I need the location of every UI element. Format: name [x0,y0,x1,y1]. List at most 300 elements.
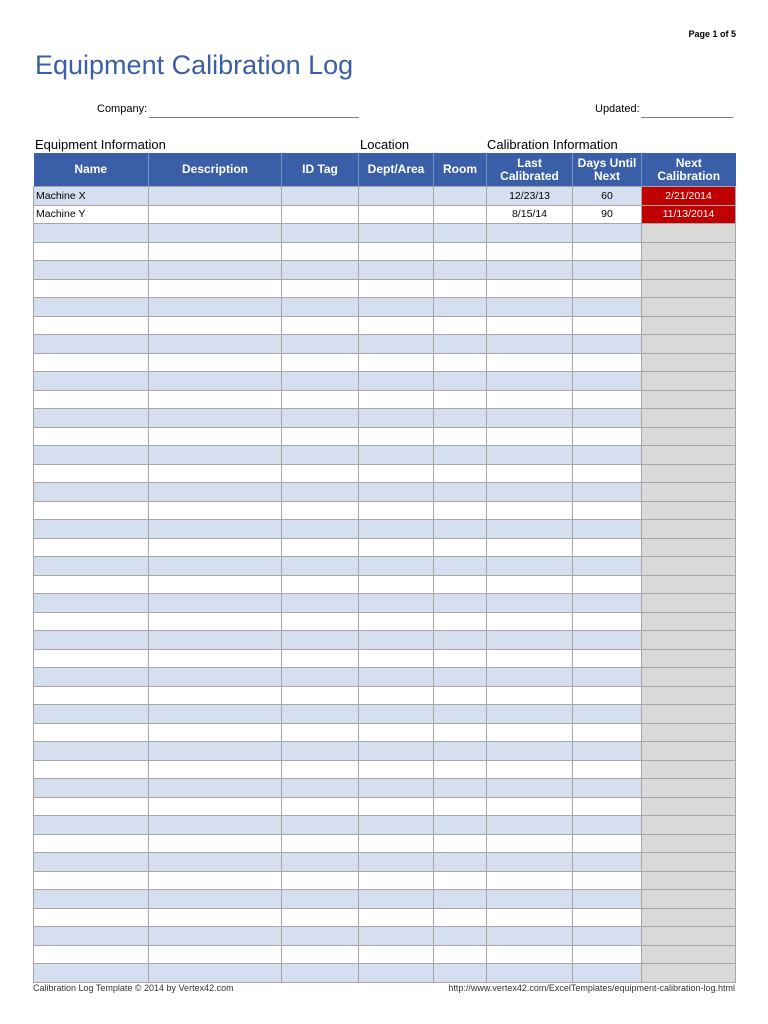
cell-name[interactable] [34,390,149,409]
cell-last-calibrated[interactable] [487,353,573,372]
cell-description[interactable] [149,279,282,298]
cell-dept-area[interactable] [359,890,434,909]
company-field[interactable] [149,117,359,118]
cell-id-tag[interactable] [282,686,359,705]
cell-name[interactable] [34,723,149,742]
cell-description[interactable] [149,187,282,206]
cell-description[interactable] [149,853,282,872]
cell-days-until-next[interactable] [573,575,642,594]
cell-days-until-next[interactable] [573,483,642,502]
cell-last-calibrated[interactable] [487,483,573,502]
cell-room[interactable] [434,372,487,391]
cell-name[interactable] [34,742,149,761]
cell-days-until-next[interactable] [573,797,642,816]
cell-dept-area[interactable] [359,797,434,816]
cell-id-tag[interactable] [282,631,359,650]
cell-dept-area[interactable] [359,187,434,206]
cell-room[interactable] [434,464,487,483]
cell-name[interactable] [34,853,149,872]
cell-name[interactable] [34,501,149,520]
cell-last-calibrated[interactable] [487,575,573,594]
cell-name[interactable] [34,668,149,687]
cell-id-tag[interactable] [282,316,359,335]
cell-name[interactable] [34,594,149,613]
cell-room[interactable] [434,427,487,446]
cell-description[interactable] [149,242,282,261]
cell-name[interactable] [34,335,149,354]
cell-room[interactable] [434,594,487,613]
cell-dept-area[interactable] [359,612,434,631]
cell-days-until-next[interactable] [573,927,642,946]
cell-next-calibration[interactable] [642,427,736,446]
cell-next-calibration[interactable] [642,649,736,668]
cell-name[interactable] [34,520,149,539]
cell-id-tag[interactable] [282,853,359,872]
cell-dept-area[interactable] [359,261,434,280]
cell-name[interactable] [34,871,149,890]
cell-name[interactable] [34,797,149,816]
cell-description[interactable] [149,927,282,946]
cell-room[interactable] [434,723,487,742]
cell-room[interactable] [434,205,487,224]
cell-name[interactable] [34,538,149,557]
cell-next-calibration[interactable] [642,483,736,502]
cell-next-calibration[interactable] [642,816,736,835]
cell-days-until-next[interactable] [573,594,642,613]
cell-room[interactable] [434,760,487,779]
cell-last-calibrated[interactable] [487,557,573,576]
cell-room[interactable] [434,964,487,983]
cell-dept-area[interactable] [359,483,434,502]
cell-last-calibrated[interactable] [487,964,573,983]
cell-description[interactable] [149,649,282,668]
cell-id-tag[interactable] [282,723,359,742]
cell-id-tag[interactable] [282,372,359,391]
cell-id-tag[interactable] [282,279,359,298]
cell-last-calibrated[interactable] [487,520,573,539]
cell-days-until-next[interactable] [573,335,642,354]
cell-name[interactable] [34,261,149,280]
cell-description[interactable] [149,427,282,446]
cell-last-calibrated[interactable] [487,705,573,724]
cell-description[interactable] [149,964,282,983]
cell-days-until-next[interactable] [573,890,642,909]
cell-dept-area[interactable] [359,409,434,428]
cell-dept-area[interactable] [359,816,434,835]
cell-days-until-next[interactable] [573,538,642,557]
cell-name[interactable] [34,686,149,705]
cell-id-tag[interactable] [282,298,359,317]
cell-id-tag[interactable] [282,464,359,483]
cell-name[interactable] [34,353,149,372]
cell-days-until-next[interactable] [573,649,642,668]
cell-room[interactable] [434,501,487,520]
cell-days-until-next[interactable] [573,705,642,724]
cell-name[interactable] [34,372,149,391]
cell-next-calibration[interactable] [642,890,736,909]
cell-dept-area[interactable] [359,705,434,724]
cell-id-tag[interactable] [282,261,359,280]
cell-days-until-next[interactable] [573,242,642,261]
cell-description[interactable] [149,372,282,391]
cell-name[interactable] [34,612,149,631]
cell-next-calibration[interactable] [642,557,736,576]
cell-next-calibration[interactable] [642,409,736,428]
cell-last-calibrated[interactable] [487,686,573,705]
cell-last-calibrated[interactable] [487,242,573,261]
cell-room[interactable] [434,908,487,927]
cell-days-until-next[interactable] [573,409,642,428]
cell-next-calibration[interactable] [642,612,736,631]
cell-name[interactable] [34,908,149,927]
cell-next-calibration[interactable] [642,964,736,983]
cell-room[interactable] [434,742,487,761]
cell-next-calibration[interactable]: 2/21/2014 [642,187,736,206]
cell-name[interactable] [34,224,149,243]
cell-dept-area[interactable] [359,538,434,557]
cell-description[interactable] [149,705,282,724]
cell-dept-area[interactable] [359,501,434,520]
cell-last-calibrated[interactable] [487,298,573,317]
cell-room[interactable] [434,834,487,853]
cell-id-tag[interactable] [282,945,359,964]
cell-id-tag[interactable] [282,908,359,927]
cell-description[interactable] [149,501,282,520]
cell-next-calibration[interactable] [642,353,736,372]
cell-days-until-next[interactable] [573,760,642,779]
cell-days-until-next[interactable] [573,298,642,317]
cell-days-until-next[interactable] [573,742,642,761]
cell-description[interactable] [149,446,282,465]
cell-next-calibration[interactable] [642,797,736,816]
cell-dept-area[interactable] [359,927,434,946]
cell-last-calibrated[interactable] [487,612,573,631]
cell-next-calibration[interactable] [642,279,736,298]
cell-next-calibration[interactable] [642,779,736,798]
cell-dept-area[interactable] [359,390,434,409]
cell-last-calibrated[interactable] [487,538,573,557]
cell-days-until-next[interactable] [573,612,642,631]
cell-next-calibration[interactable] [642,520,736,539]
cell-description[interactable] [149,834,282,853]
cell-last-calibrated[interactable] [487,446,573,465]
cell-dept-area[interactable] [359,224,434,243]
cell-last-calibrated[interactable] [487,871,573,890]
cell-dept-area[interactable] [359,742,434,761]
cell-days-until-next[interactable] [573,372,642,391]
cell-description[interactable] [149,353,282,372]
cell-description[interactable] [149,316,282,335]
cell-dept-area[interactable] [359,575,434,594]
cell-room[interactable] [434,409,487,428]
cell-days-until-next[interactable] [573,834,642,853]
cell-room[interactable] [434,446,487,465]
cell-dept-area[interactable] [359,353,434,372]
cell-description[interactable] [149,557,282,576]
cell-description[interactable] [149,205,282,224]
cell-description[interactable] [149,668,282,687]
cell-next-calibration[interactable] [642,242,736,261]
cell-next-calibration[interactable] [642,742,736,761]
cell-days-until-next[interactable] [573,224,642,243]
cell-room[interactable] [434,224,487,243]
cell-last-calibrated[interactable] [487,742,573,761]
cell-description[interactable] [149,797,282,816]
cell-room[interactable] [434,390,487,409]
cell-room[interactable] [434,335,487,354]
cell-name[interactable] [34,890,149,909]
cell-description[interactable] [149,575,282,594]
cell-last-calibrated[interactable] [487,760,573,779]
cell-next-calibration[interactable] [642,501,736,520]
cell-days-until-next[interactable] [573,631,642,650]
cell-days-until-next[interactable] [573,316,642,335]
cell-next-calibration[interactable] [642,705,736,724]
cell-id-tag[interactable] [282,557,359,576]
cell-room[interactable] [434,945,487,964]
cell-days-until-next[interactable] [573,686,642,705]
cell-description[interactable] [149,538,282,557]
cell-dept-area[interactable] [359,520,434,539]
cell-days-until-next[interactable] [573,390,642,409]
cell-id-tag[interactable] [282,242,359,261]
cell-description[interactable] [149,871,282,890]
cell-description[interactable] [149,612,282,631]
cell-name[interactable] [34,631,149,650]
cell-next-calibration[interactable] [642,335,736,354]
cell-last-calibrated[interactable] [487,779,573,798]
cell-next-calibration[interactable] [642,834,736,853]
cell-dept-area[interactable] [359,834,434,853]
cell-description[interactable] [149,409,282,428]
cell-description[interactable] [149,464,282,483]
cell-name[interactable] [34,945,149,964]
cell-id-tag[interactable] [282,612,359,631]
cell-name[interactable] [34,298,149,317]
cell-id-tag[interactable] [282,205,359,224]
cell-next-calibration[interactable] [642,298,736,317]
cell-last-calibrated[interactable] [487,631,573,650]
cell-next-calibration[interactable] [642,631,736,650]
cell-next-calibration[interactable] [642,464,736,483]
cell-id-tag[interactable] [282,224,359,243]
cell-last-calibrated[interactable] [487,594,573,613]
cell-dept-area[interactable] [359,964,434,983]
cell-dept-area[interactable] [359,557,434,576]
cell-room[interactable] [434,353,487,372]
cell-id-tag[interactable] [282,668,359,687]
cell-last-calibrated[interactable] [487,797,573,816]
cell-last-calibrated[interactable] [487,890,573,909]
cell-name[interactable]: Machine X [34,187,149,206]
cell-room[interactable] [434,279,487,298]
cell-name[interactable] [34,409,149,428]
cell-days-until-next[interactable] [573,668,642,687]
cell-days-until-next[interactable] [573,964,642,983]
cell-id-tag[interactable] [282,390,359,409]
cell-id-tag[interactable] [282,834,359,853]
cell-next-calibration[interactable] [642,538,736,557]
cell-dept-area[interactable] [359,594,434,613]
cell-last-calibrated[interactable] [487,834,573,853]
cell-next-calibration[interactable] [642,446,736,465]
cell-room[interactable] [434,316,487,335]
cell-dept-area[interactable] [359,427,434,446]
cell-name[interactable]: Machine Y [34,205,149,224]
cell-id-tag[interactable] [282,483,359,502]
cell-description[interactable] [149,742,282,761]
cell-room[interactable] [434,890,487,909]
cell-next-calibration[interactable] [642,853,736,872]
cell-last-calibrated[interactable] [487,723,573,742]
cell-dept-area[interactable] [359,668,434,687]
cell-room[interactable] [434,631,487,650]
cell-description[interactable] [149,723,282,742]
cell-next-calibration[interactable] [642,668,736,687]
cell-room[interactable] [434,816,487,835]
cell-description[interactable] [149,816,282,835]
cell-days-until-next[interactable] [573,779,642,798]
cell-room[interactable] [434,242,487,261]
cell-name[interactable] [34,446,149,465]
cell-last-calibrated[interactable] [487,261,573,280]
cell-dept-area[interactable] [359,649,434,668]
cell-dept-area[interactable] [359,853,434,872]
cell-last-calibrated[interactable] [487,945,573,964]
cell-last-calibrated[interactable] [487,908,573,927]
cell-days-until-next[interactable] [573,945,642,964]
cell-id-tag[interactable] [282,409,359,428]
cell-name[interactable] [34,649,149,668]
cell-name[interactable] [34,557,149,576]
cell-room[interactable] [434,705,487,724]
cell-dept-area[interactable] [359,316,434,335]
cell-last-calibrated[interactable] [487,464,573,483]
cell-dept-area[interactable] [359,686,434,705]
cell-id-tag[interactable] [282,649,359,668]
cell-id-tag[interactable] [282,538,359,557]
cell-days-until-next[interactable]: 90 [573,205,642,224]
cell-description[interactable] [149,390,282,409]
cell-id-tag[interactable] [282,742,359,761]
cell-days-until-next[interactable] [573,723,642,742]
cell-dept-area[interactable] [359,945,434,964]
cell-name[interactable] [34,779,149,798]
cell-dept-area[interactable] [359,464,434,483]
cell-name[interactable] [34,242,149,261]
cell-name[interactable] [34,483,149,502]
cell-id-tag[interactable] [282,520,359,539]
updated-field[interactable] [641,117,733,118]
cell-dept-area[interactable] [359,298,434,317]
cell-room[interactable] [434,927,487,946]
cell-name[interactable] [34,575,149,594]
cell-last-calibrated[interactable] [487,409,573,428]
cell-next-calibration[interactable] [642,372,736,391]
cell-last-calibrated[interactable] [487,853,573,872]
cell-name[interactable] [34,316,149,335]
cell-days-until-next[interactable] [573,520,642,539]
cell-room[interactable] [434,261,487,280]
cell-id-tag[interactable] [282,797,359,816]
cell-last-calibrated[interactable] [487,279,573,298]
cell-days-until-next[interactable] [573,279,642,298]
cell-name[interactable] [34,464,149,483]
cell-room[interactable] [434,538,487,557]
cell-name[interactable] [34,427,149,446]
cell-room[interactable] [434,483,487,502]
cell-next-calibration[interactable] [642,686,736,705]
cell-days-until-next[interactable] [573,427,642,446]
cell-last-calibrated[interactable] [487,390,573,409]
cell-next-calibration[interactable] [642,927,736,946]
cell-room[interactable] [434,871,487,890]
cell-days-until-next[interactable] [573,557,642,576]
cell-description[interactable] [149,779,282,798]
cell-description[interactable] [149,686,282,705]
cell-next-calibration[interactable] [642,575,736,594]
cell-description[interactable] [149,224,282,243]
cell-next-calibration[interactable] [642,390,736,409]
cell-description[interactable] [149,520,282,539]
cell-room[interactable] [434,520,487,539]
cell-dept-area[interactable] [359,205,434,224]
cell-id-tag[interactable] [282,964,359,983]
cell-days-until-next[interactable] [573,261,642,280]
cell-id-tag[interactable] [282,335,359,354]
cell-last-calibrated[interactable] [487,224,573,243]
cell-next-calibration[interactable] [642,760,736,779]
cell-id-tag[interactable] [282,816,359,835]
cell-id-tag[interactable] [282,927,359,946]
cell-last-calibrated[interactable] [487,427,573,446]
cell-name[interactable] [34,816,149,835]
cell-last-calibrated[interactable]: 12/23/13 [487,187,573,206]
cell-id-tag[interactable] [282,760,359,779]
cell-description[interactable] [149,631,282,650]
cell-room[interactable] [434,853,487,872]
cell-last-calibrated[interactable] [487,372,573,391]
cell-id-tag[interactable] [282,890,359,909]
cell-name[interactable] [34,760,149,779]
cell-description[interactable] [149,335,282,354]
cell-name[interactable] [34,279,149,298]
cell-dept-area[interactable] [359,760,434,779]
cell-days-until-next[interactable] [573,464,642,483]
cell-days-until-next[interactable] [573,501,642,520]
cell-next-calibration[interactable]: 11/13/2014 [642,205,736,224]
cell-description[interactable] [149,298,282,317]
cell-dept-area[interactable] [359,335,434,354]
cell-dept-area[interactable] [359,871,434,890]
cell-id-tag[interactable] [282,575,359,594]
cell-description[interactable] [149,261,282,280]
cell-last-calibrated[interactable] [487,649,573,668]
cell-id-tag[interactable] [282,187,359,206]
cell-dept-area[interactable] [359,446,434,465]
cell-last-calibrated[interactable]: 8/15/14 [487,205,573,224]
cell-last-calibrated[interactable] [487,335,573,354]
cell-id-tag[interactable] [282,705,359,724]
cell-days-until-next[interactable] [573,446,642,465]
cell-id-tag[interactable] [282,779,359,798]
cell-dept-area[interactable] [359,279,434,298]
cell-next-calibration[interactable] [642,908,736,927]
cell-room[interactable] [434,668,487,687]
cell-description[interactable] [149,945,282,964]
cell-description[interactable] [149,594,282,613]
cell-id-tag[interactable] [282,871,359,890]
